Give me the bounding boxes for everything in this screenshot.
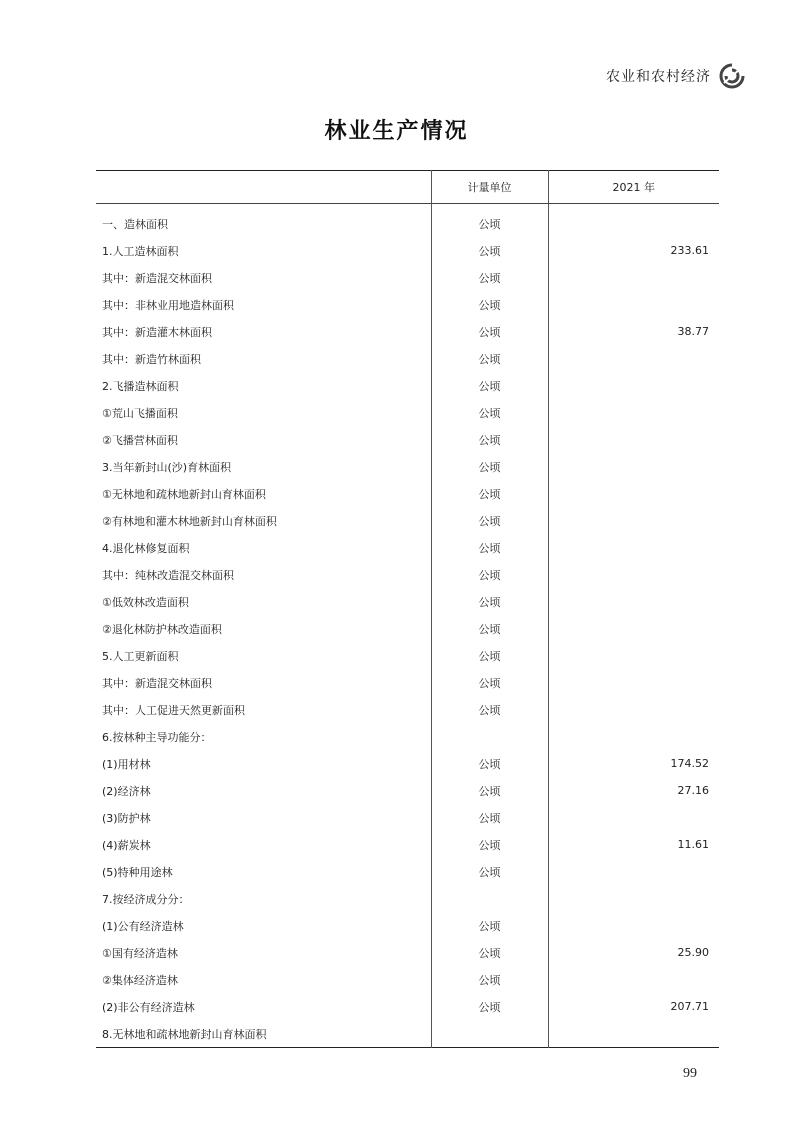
item-cell: (2)经济林 <box>102 784 151 798</box>
item-cell: ②集体经济造林 <box>102 973 178 987</box>
item-cell: 其中：人工促进天然更新面积 <box>102 703 245 717</box>
unit-cell: 公顷 <box>431 534 548 561</box>
table-row <box>96 1020 719 1048</box>
table-header-row <box>96 171 719 204</box>
item-cell: (5)特种用途林 <box>102 865 173 879</box>
table-row <box>96 204 719 238</box>
unit-cell: 公顷 <box>431 507 548 534</box>
item-cell: 其中：新造竹林面积 <box>102 352 201 366</box>
value-cell <box>548 696 719 723</box>
item-cell: ①低效林改造面积 <box>102 595 189 609</box>
value-cell: 233.61 <box>670 244 709 257</box>
unit-cell: 公顷 <box>431 372 548 399</box>
table-row <box>96 453 719 480</box>
table-row <box>96 669 719 696</box>
unit-cell: 公顷 <box>431 858 548 885</box>
table-row <box>96 291 719 318</box>
table-row <box>96 615 719 642</box>
table-row <box>96 912 719 939</box>
item-cell: (2)非公有经济造林 <box>102 1000 195 1014</box>
item-cell: ①荒山飞播面积 <box>102 406 178 420</box>
table-row <box>96 993 719 1020</box>
page-header <box>606 62 745 90</box>
value-cell <box>548 291 719 318</box>
unit-cell: 公顷 <box>431 399 548 426</box>
column-header-unit: 计量单位 <box>431 171 548 204</box>
table-row <box>96 696 719 723</box>
item-cell: ②飞播营林面积 <box>102 433 178 447</box>
table-row <box>96 750 719 777</box>
item-cell: (3)防护林 <box>102 811 151 825</box>
table-row <box>96 399 719 426</box>
unit-cell: 公顷 <box>431 204 548 238</box>
value-cell: 11.61 <box>677 838 709 851</box>
page-number: 99 <box>683 1066 697 1081</box>
unit-cell: 公顷 <box>431 642 548 669</box>
value-cell <box>548 426 719 453</box>
item-cell: 5.人工更新面积 <box>102 649 179 663</box>
value-cell: 38.77 <box>677 325 709 338</box>
table-row <box>96 885 719 912</box>
value-cell <box>548 642 719 669</box>
value-cell <box>548 588 719 615</box>
unit-cell: 公顷 <box>431 264 548 291</box>
unit-cell: 公顷 <box>431 561 548 588</box>
item-cell: 2.飞播造林面积 <box>102 379 179 393</box>
item-cell: 8.无林地和疏林地新封山育林面积 <box>102 1027 267 1041</box>
value-cell <box>548 561 719 588</box>
item-cell: ①无林地和疏林地新封山育林面积 <box>102 487 266 501</box>
unit-cell: 公顷 <box>431 318 548 345</box>
item-cell: 其中：非林业用地造林面积 <box>102 298 234 312</box>
value-cell <box>548 885 719 912</box>
column-header-year: 2021 年 <box>548 171 719 204</box>
unit-cell <box>431 1020 548 1048</box>
value-cell: 27.16 <box>677 784 709 797</box>
item-cell: (4)薪炭林 <box>102 838 151 852</box>
value-cell <box>548 453 719 480</box>
unit-cell: 公顷 <box>431 777 548 804</box>
value-cell <box>548 204 719 238</box>
value-cell <box>548 1020 719 1048</box>
table-row <box>96 588 719 615</box>
unit-cell <box>431 885 548 912</box>
unit-cell: 公顷 <box>431 480 548 507</box>
table-row <box>96 831 719 858</box>
unit-cell: 公顷 <box>431 993 548 1020</box>
swirl-logo-icon <box>719 63 745 89</box>
value-cell <box>548 480 719 507</box>
value-cell <box>548 669 719 696</box>
table-row <box>96 534 719 561</box>
unit-cell: 公顷 <box>431 669 548 696</box>
table-row <box>96 480 719 507</box>
table-row <box>96 966 719 993</box>
item-cell: 6.按林种主导功能分： <box>102 730 212 744</box>
item-cell: (1)公有经济造林 <box>102 919 184 933</box>
unit-cell: 公顷 <box>431 966 548 993</box>
table-row <box>96 642 719 669</box>
table-row <box>96 264 719 291</box>
unit-cell: 公顷 <box>431 939 548 966</box>
unit-cell: 公顷 <box>431 696 548 723</box>
table-row <box>96 426 719 453</box>
item-cell: ②有林地和灌木林地新封山育林面积 <box>102 514 277 528</box>
table-row <box>96 237 719 264</box>
item-cell: 3.当年新封山(沙)育林面积 <box>102 460 232 474</box>
value-cell <box>548 858 719 885</box>
table-row <box>96 318 719 345</box>
table-row <box>96 777 719 804</box>
column-header-item <box>96 171 431 204</box>
table-body <box>96 204 719 1048</box>
value-cell <box>548 912 719 939</box>
unit-cell: 公顷 <box>431 831 548 858</box>
value-cell: 174.52 <box>670 757 709 770</box>
table-row <box>96 345 719 372</box>
item-cell: 其中：纯林改造混交林面积 <box>102 568 234 582</box>
value-cell <box>548 345 719 372</box>
item-cell: 7.按经济成分分： <box>102 892 190 906</box>
unit-cell: 公顷 <box>431 345 548 372</box>
unit-cell: 公顷 <box>431 750 548 777</box>
unit-cell <box>431 723 548 750</box>
section-title: 农业和农村经济 <box>606 69 711 85</box>
unit-cell: 公顷 <box>431 291 548 318</box>
unit-cell: 公顷 <box>431 588 548 615</box>
item-cell: ①国有经济造林 <box>102 946 178 960</box>
value-cell <box>548 372 719 399</box>
item-cell: 一、造林面积 <box>102 217 168 231</box>
value-cell <box>548 966 719 993</box>
value-cell <box>548 399 719 426</box>
table-row <box>96 723 719 750</box>
value-cell <box>548 264 719 291</box>
table-row <box>96 372 719 399</box>
value-cell <box>548 723 719 750</box>
item-cell: 其中：新造混交林面积 <box>102 676 212 690</box>
value-cell: 25.90 <box>677 946 709 959</box>
page-title: 林业生产情况 <box>324 119 469 144</box>
item-cell: 其中：新造混交林面积 <box>102 271 212 285</box>
unit-cell: 公顷 <box>431 237 548 264</box>
value-cell <box>548 534 719 561</box>
unit-cell: 公顷 <box>431 804 548 831</box>
item-cell: 1.人工造林面积 <box>102 244 179 258</box>
table-row <box>96 561 719 588</box>
table-row <box>96 858 719 885</box>
unit-cell: 公顷 <box>431 453 548 480</box>
value-cell <box>548 507 719 534</box>
unit-cell: 公顷 <box>431 615 548 642</box>
item-cell: 其中：新造灌木林面积 <box>102 325 212 339</box>
unit-cell: 公顷 <box>431 426 548 453</box>
table-row <box>96 939 719 966</box>
value-cell <box>548 615 719 642</box>
item-cell: ②退化林防护林改造面积 <box>102 622 222 636</box>
item-cell: (1)用材林 <box>102 757 151 771</box>
forestry-table <box>96 170 719 1048</box>
table-row <box>96 804 719 831</box>
value-cell: 207.71 <box>670 1000 709 1013</box>
value-cell <box>548 804 719 831</box>
table-row <box>96 507 719 534</box>
unit-cell: 公顷 <box>431 912 548 939</box>
item-cell: 4.退化林修复面积 <box>102 541 190 555</box>
